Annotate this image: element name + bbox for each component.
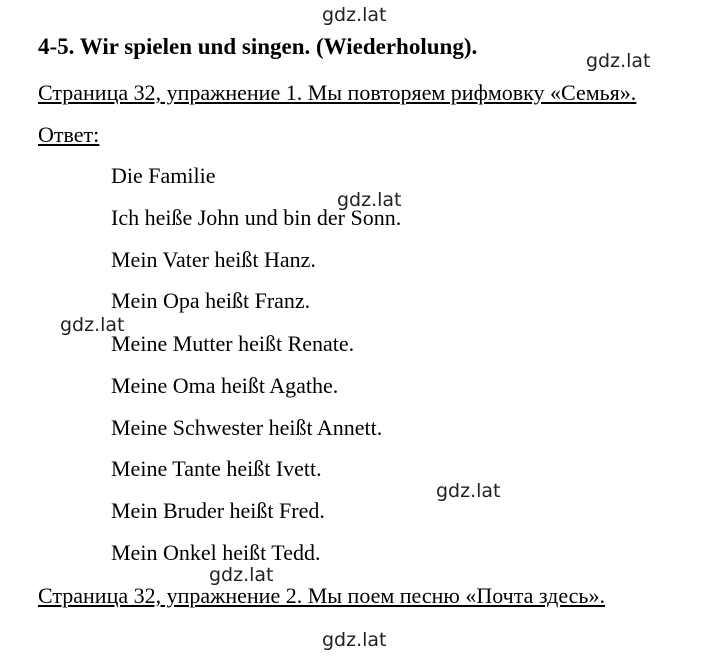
poem-line: Mein Onkel heißt Tedd.: [111, 540, 321, 565]
poem-line: Mein Vater heißt Hanz.: [111, 247, 316, 272]
exercise-1-title: Страница 32, упражнение 1. Мы повторяем рифмовку «Семья».: [38, 80, 637, 105]
poem-line: Meine Mutter heißt Renate.: [111, 331, 355, 356]
watermark: gdz.lat: [337, 189, 402, 211]
watermark: gdz.lat: [322, 4, 387, 26]
poem-line: Meine Tante heißt Ivett.: [111, 456, 322, 481]
poem-line: Mein Bruder heißt Fred.: [111, 498, 325, 523]
poem-line: Meine Schwester heißt Annett.: [111, 415, 383, 440]
watermark: gdz.lat: [209, 564, 274, 586]
poem-line: Ich heiße John und bin der Sonn.: [111, 205, 402, 230]
poem-line: Meine Oma heißt Agathe.: [111, 373, 339, 398]
watermark: gdz.lat: [436, 480, 501, 502]
watermark: gdz.lat: [322, 629, 387, 651]
poem-line: Die Familie: [111, 163, 216, 188]
answer-label: Ответ:: [38, 122, 100, 147]
section-heading: 4-5. Wir spielen und singen. (Wiederholung).: [38, 34, 478, 59]
poem-line: Mein Opa heißt Franz.: [111, 288, 311, 313]
watermark: gdz.lat: [60, 314, 125, 336]
watermark: gdz.lat: [586, 50, 651, 72]
exercise-2-title: Страница 32, упражнение 2. Мы поем песню «Почта здесь».: [38, 583, 605, 608]
